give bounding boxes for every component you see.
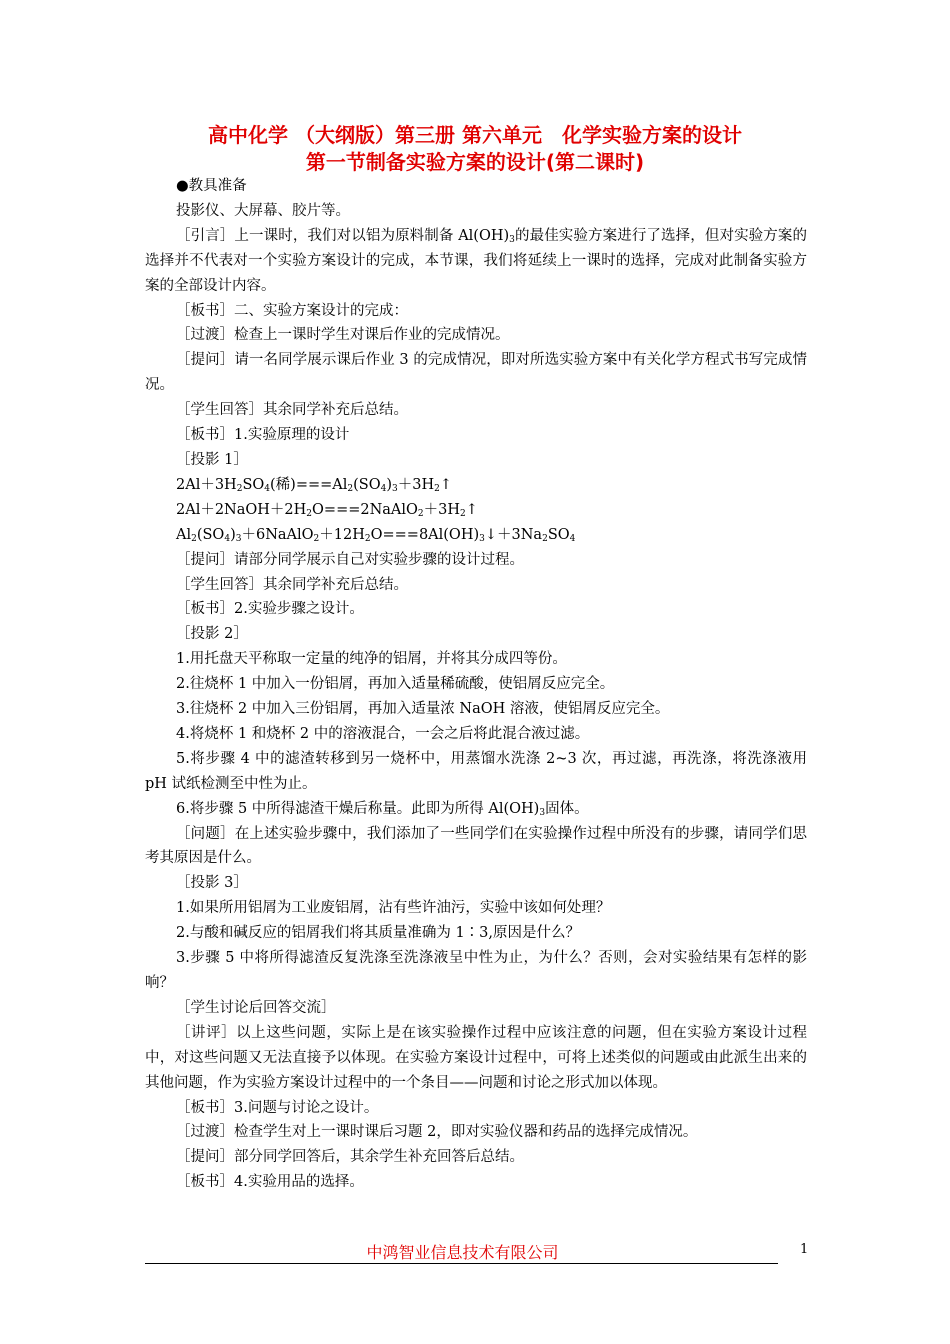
doc-title-line1: 高中化学 （大纲版）第三册 第六单元 化学实验方案的设计 [208, 123, 742, 147]
paragraph-comment: ［讲评］以上这些问题，实际上是在该实验操作过程中应该注意的问题，但在实验方案设计过程中，对这些问题又无法直接予以体现。在实验方案设计过程中，可将上述类似的问题或由此派生出来的其他问题，作为实验方案设计过程中的一个条目——问题和讨论之形式加以体现。 [145, 1024, 807, 1091]
paragraph-transition-homework: ［过渡］检查上一课时学生对课后作业的完成情况。 [176, 327, 510, 344]
paragraph-board-materials: ［板书］4.实验用品的选择。 [176, 1174, 364, 1191]
footer-company: 中鸿智业信息技术有限公司 [366, 1243, 559, 1262]
paragraph-projection-2: ［投影 2］ [176, 626, 248, 643]
paragraph-problem: ［问题］在上述实验步骤中，我们添加了一些同学们在实验操作过程中所没有的步骤，请同学们思考其原因是什么。 [145, 825, 807, 867]
footer-divider [145, 1263, 778, 1264]
paragraph-student-answer-2: ［学生回答］其余同学补充后总结。 [176, 576, 408, 593]
paragraph-question-homework3: ［提问］请一名同学展示课后作业 3 的完成情况，即对所选实验方案中有关化学方程式书写完成情况。 [145, 352, 807, 394]
paragraph-teaching-aids-heading: ●教具准备 [176, 178, 247, 194]
paragraph-board-steps: ［板书］2.实验步骤之设计。 [176, 601, 364, 618]
paragraph-projection-1: ［投影 1］ [176, 451, 248, 468]
doc-title-line2: 第一节制备实验方案的设计(第二课时) [305, 150, 645, 174]
paragraph-teaching-aids: 投影仪、大屏幕、胶片等。 [176, 202, 350, 219]
equation-2: $2Al+2NaOH+2H_2O===2NaAlO_2+3H_2↑$ [176, 501, 478, 519]
page-number: 1 [800, 1242, 809, 1257]
list-item-question-3: 3.步骤 5 中将所得滤渣反复洗涤至洗涤液呈中性为止，为什么？否则，会对实验结果有怎样的影响？ [145, 950, 807, 991]
list-item-step-5: 5.将步骤 4 中的滤渣转移到另一烧杯中，用蒸馏水洗涤 2~3 次，再过滤，再洗涤，将洗涤液用 pH 试纸检测至中性为止。 [145, 750, 807, 792]
document-body [145, 174, 807, 1195]
equation-3: $Al_2(SO_4)_3+6NaAlO_2+12H_2O===8Al(OH)_3↓+3Na_2SO_4$ [176, 526, 576, 544]
paragraph-student-answer-1: ［学生回答］其余同学补充后总结。 [176, 402, 408, 419]
equation-1: $2Al+3H_2SO_4$(稀)$===Al_2(SO_4)_3+3H_2↑$ [176, 476, 453, 494]
paragraph-projection-3: ［投影 3］ [176, 875, 248, 892]
list-item-step-1: 1.用托盘天平称取一定量的纯净的铝屑，并将其分成四等份。 [176, 651, 567, 668]
list-item-step-6: 6.将步骤 5 中所得滤渣干燥后称量。此即为所得 $Al(OH)_3$固体。 [176, 800, 589, 818]
paragraph-question-partial: ［提问］部分同学回答后，其余学生补充回答后总结。 [176, 1149, 524, 1166]
paragraph-board-completion: ［板书］二、实验方案设计的完成： [176, 302, 408, 319]
paragraph-question-steps: ［提问］请部分同学展示自己对实验步骤的设计过程。 [176, 551, 524, 568]
paragraph-introduction: ［引言］上一课时，我们对以铝为原料制备 $Al(OH)_3$的最佳实验方案进行了选择，但对实验方案的选择并不代表对一个实验方案设计的完成，本节课，我们将延续上一课时的选择，完成对此制备实验方案的全部设计内容。 [145, 227, 807, 294]
paragraph-board-discussion: ［板书］3.问题与讨论之设计。 [176, 1099, 379, 1116]
list-item-question-2: 2.与酸和碱反应的铝屑我们将其质量准确为 1∶3,原因是什么？ [176, 925, 581, 942]
list-item-step-4: 4.将烧杯 1 和烧杯 2 中的溶液混合，一会之后将此混合液过滤。 [176, 725, 590, 742]
list-item-step-2: 2.往烧杯 1 中加入一份铝屑，再加入适量稀硫酸，使铝屑反应完全。 [176, 676, 615, 693]
paragraph-student-discussion: ［学生讨论后回答交流］ [176, 999, 336, 1016]
paragraph-transition-apparatus: ［过渡］检查学生对上一课时课后习题 2，即对实验仪器和药品的选择完成情况。 [176, 1124, 698, 1141]
list-item-step-3: 3.往烧杯 2 中加入三份铝屑，再加入适量浓 NaOH 溶液，使铝屑反应完全。 [176, 701, 670, 718]
paragraph-board-principle: ［板书］1.实验原理的设计 [176, 427, 350, 444]
list-item-question-1: 1.如果所用铝屑为工业废铝屑，沾有些许油污，实验中该如何处理？ [176, 900, 611, 917]
